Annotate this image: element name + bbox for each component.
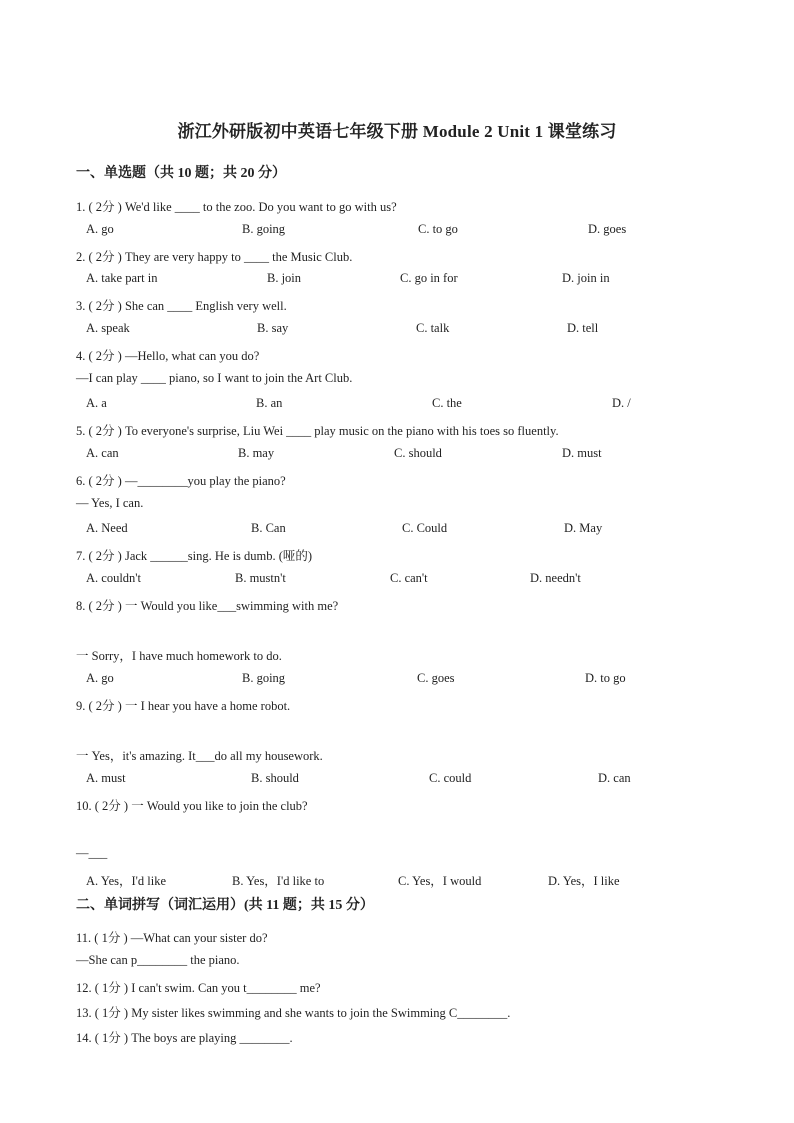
question-9-option-c: C. could	[429, 771, 472, 785]
question-3-option-b: B. say	[257, 321, 289, 335]
question-8-option-c: C. goes	[417, 671, 455, 685]
question-4-option-d: D. /	[612, 396, 631, 410]
question-8-line2: 一 Sorry，I have much homework to do.	[76, 649, 282, 663]
question-13-stem: 13. ( 1分 ) My sister likes swimming and she wants to join the Swimming C________.	[76, 1006, 511, 1020]
question-11-stem: 11. ( 1分 ) —What can your sister do?	[76, 931, 268, 945]
question-4-option-c: C. the	[432, 396, 462, 410]
question-7-option-c: C. can't	[390, 571, 428, 585]
page-title: 浙江外研版初中英语七年级下册 Module 2 Unit 1 课堂练习	[177, 122, 617, 141]
question-9-option-d: D. can	[598, 771, 631, 785]
question-2-option-a: A. take part in	[86, 271, 158, 285]
question-6-stem: 6. ( 2分 ) —________you play the piano?	[76, 474, 286, 488]
question-9-stem: 9. ( 2分 ) 一 I hear you have a home robot.	[76, 699, 291, 713]
question-1-option-a: A. go	[86, 222, 114, 236]
question-9-option-a: A. must	[86, 771, 126, 785]
question-14-stem: 14. ( 1分 ) The boys are playing ________.	[76, 1031, 293, 1045]
question-8-option-b: B. going	[242, 671, 286, 685]
question-7-option-d: D. needn't	[530, 571, 581, 585]
question-5-option-a: A. can	[86, 446, 119, 460]
question-6-option-b: B. Can	[251, 521, 286, 535]
question-8-stem: 8. ( 2分 ) 一 Would you like___swimming with me?	[76, 599, 339, 613]
question-3-stem: 3. ( 2分 ) She can ____ English very well.	[76, 299, 287, 313]
question-1-option-b: B. going	[242, 222, 286, 236]
question-5-option-b: B. may	[238, 446, 275, 460]
question-5-stem: 5. ( 2分 ) To everyone's surprise, Liu Wei ____ play music on the piano with his toes so fluently.	[76, 424, 559, 438]
question-10-option-d: D. Yes，I like	[548, 874, 620, 888]
question-6-option-a: A. Need	[86, 521, 128, 535]
question-10-line2: —___	[76, 846, 108, 860]
question-4-option-b: B. an	[256, 396, 283, 410]
question-2-option-b: B. join	[267, 271, 302, 285]
question-10-option-a: A. Yes，I'd like	[86, 874, 167, 888]
question-9-line2: 一 Yes，it's amazing. It___do all my housework.	[76, 749, 323, 763]
question-5-option-c: C. should	[394, 446, 442, 460]
question-2-option-c: C. go in for	[400, 271, 458, 285]
question-3-option-c: C. talk	[416, 321, 450, 335]
question-3-option-d: D. tell	[567, 321, 599, 335]
question-10-option-b: B. Yes，I'd like to	[232, 874, 325, 888]
question-2-option-d: D. join in	[562, 271, 610, 285]
question-11-line2: —She can p________ the piano.	[76, 953, 240, 967]
question-12-stem: 12. ( 1分 ) I can't swim. Can you t________ me?	[76, 981, 321, 995]
section-heading-single-choice: 一、单选题（共 10 题；共 20 分）	[76, 166, 286, 181]
question-6-line2: — Yes, I can.	[76, 496, 144, 510]
question-1-option-c: C. to go	[418, 222, 458, 236]
question-1-option-d: D. goes	[588, 222, 627, 236]
question-1-stem: 1. ( 2分 ) We'd like ____ to the zoo. Do you want to go with us?	[76, 200, 397, 214]
question-6-option-d: D. May	[564, 521, 603, 535]
section-heading-spelling: 二、单词拼写（词汇运用）(共 11 题；共 15 分）	[76, 898, 374, 913]
question-6-option-c: C. Could	[402, 521, 448, 535]
question-8-option-a: A. go	[86, 671, 114, 685]
question-5-option-d: D. must	[562, 446, 602, 460]
question-3-option-a: A. speak	[86, 321, 130, 335]
question-4-stem: 4. ( 2分 ) —Hello, what can you do?	[76, 349, 260, 363]
question-8-option-d: D. to go	[585, 671, 626, 685]
question-10-option-c: C. Yes，I would	[398, 874, 482, 888]
question-2-stem: 2. ( 2分 ) They are very happy to ____ the Music Club.	[76, 250, 353, 264]
question-7-option-a: A. couldn't	[86, 571, 142, 585]
question-7-option-b: B. mustn't	[235, 571, 286, 585]
question-9-option-b: B. should	[251, 771, 299, 785]
question-10-stem: 10. ( 2分 ) 一 Would you like to join the club?	[76, 799, 308, 813]
question-4-option-a: A. a	[86, 396, 107, 410]
question-4-line2: —I can play ____ piano, so I want to join the Art Club.	[76, 371, 353, 385]
question-7-stem: 7. ( 2分 ) Jack ______sing. He is dumb. (哑的)	[76, 549, 313, 563]
